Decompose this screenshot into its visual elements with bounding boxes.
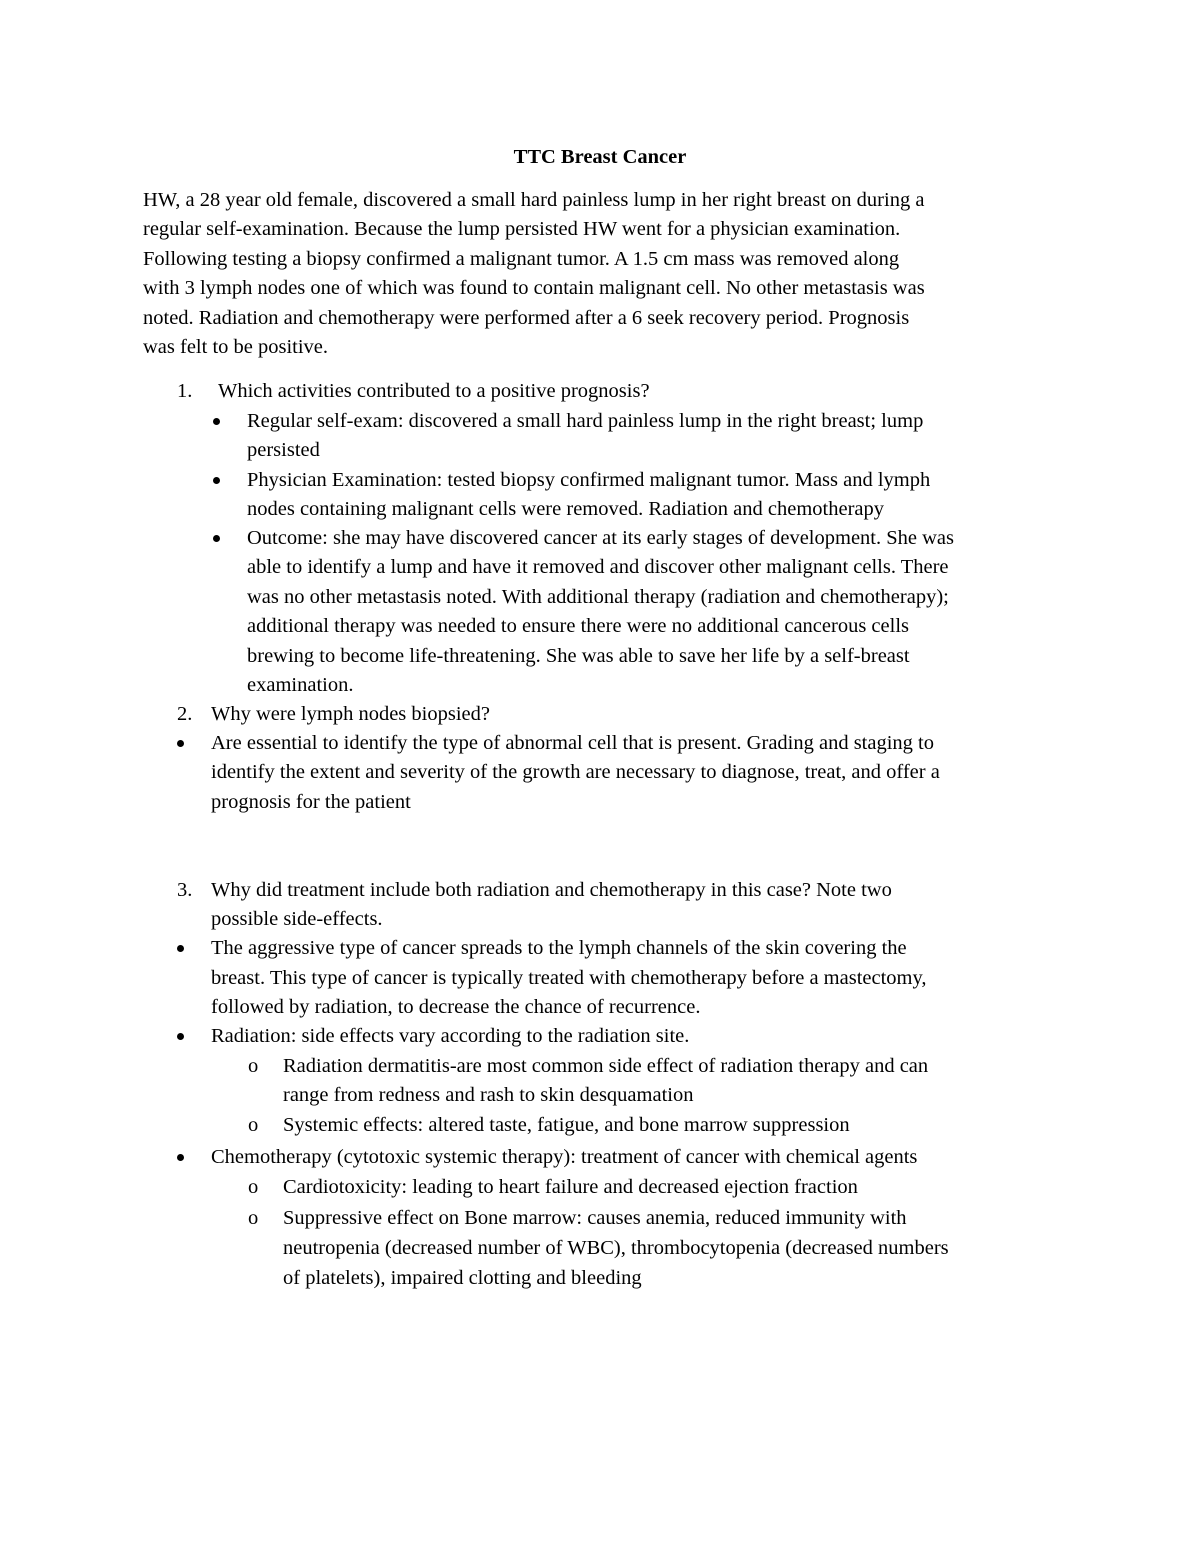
intro-line: was felt to be positive.: [143, 336, 329, 358]
bullet-icon: [177, 740, 184, 747]
q3-bullet-1-line: breast. This type of cancer is typically treated with chemotherapy before a mastectomy,: [211, 967, 927, 989]
q2-bullet-line: prognosis for the patient: [211, 791, 411, 813]
question-number-3: 3.: [177, 879, 193, 901]
intro-line: noted. Radiation and chemotherapy were performed after a 6 seek recovery period. Prognosis: [143, 307, 910, 329]
bullet-icon: [213, 477, 220, 484]
sub-bullet-icon: o: [248, 1055, 259, 1077]
bullet-icon: [177, 945, 184, 952]
q1-bullet-3-line: was no other metastasis noted. With additional therapy (radiation and chemotherapy);: [247, 586, 949, 608]
sub-bullet-icon: o: [248, 1114, 259, 1136]
question-3-text: Why did treatment include both radiation and chemotherapy in this case? Note two: [211, 879, 892, 901]
question-number-2: 2.: [177, 703, 193, 725]
q3-bullet-3-sub-2-line: Suppressive effect on Bone marrow: causes anemia, reduced immunity with: [283, 1207, 907, 1229]
bullet-icon: [177, 1033, 184, 1040]
intro-line: regular self-examination. Because the lump persisted HW went for a physician examination.: [143, 218, 901, 240]
intro-line: with 3 lymph nodes one of which was found to contain malignant cell. No other metastasis was: [143, 277, 925, 299]
q1-bullet-1-line: persisted: [247, 439, 320, 461]
q3-bullet-3-sub-2-line: of platelets), impaired clotting and bleeding: [283, 1267, 642, 1289]
sub-bullet-icon: o: [248, 1207, 259, 1229]
document-title: TTC Breast Cancer: [513, 146, 687, 168]
q1-bullet-1-line: Regular self-exam: discovered a small hard painless lump in the right breast; lump: [247, 410, 924, 432]
question-3-text: possible side-effects.: [211, 908, 383, 930]
q3-bullet-2-sub-1-line: range from redness and rash to skin desquamation: [283, 1084, 694, 1106]
question-1-text: Which activities contributed to a positive prognosis?: [218, 380, 650, 402]
q1-bullet-3-line: able to identify a lump and have it removed and discover other malignant cells. There: [247, 556, 949, 578]
q1-bullet-2-line: Physician Examination: tested biopsy confirmed malignant tumor. Mass and lymph: [247, 469, 931, 491]
q2-bullet-line: Are essential to identify the type of abnormal cell that is present. Grading and staging to: [211, 732, 934, 754]
question-number-1: 1.: [177, 380, 193, 402]
q1-bullet-2-line: nodes containing malignant cells were removed. Radiation and chemotherapy: [247, 498, 885, 520]
bullet-icon: [177, 1154, 184, 1161]
q1-bullet-3-line: brewing to become life-threatening. She was able to save her life by a self-breast: [247, 645, 910, 667]
intro-line: Following testing a biopsy confirmed a malignant tumor. A 1.5 cm mass was removed along: [143, 248, 900, 270]
q3-bullet-1-line: The aggressive type of cancer spreads to the lymph channels of the skin covering the: [211, 937, 907, 959]
q3-bullet-3-sub-1: Cardiotoxicity: leading to heart failure and decreased ejection fraction: [283, 1176, 858, 1198]
q1-bullet-3-line: additional therapy was needed to ensure there were no additional cancerous cells: [247, 615, 909, 637]
q3-bullet-2-sub-2: Systemic effects: altered taste, fatigue, and bone marrow suppression: [283, 1114, 850, 1136]
intro-line: HW, a 28 year old female, discovered a small hard painless lump in her right breast on during a: [143, 189, 925, 211]
q3-bullet-2-sub-1-line: Radiation dermatitis-are most common side effect of radiation therapy and can: [283, 1055, 929, 1077]
bullet-icon: [213, 418, 220, 425]
sub-bullet-icon: o: [248, 1176, 259, 1198]
q1-bullet-3-line: Outcome: she may have discovered cancer at its early stages of development. She was: [247, 527, 954, 549]
q3-bullet-1-line: followed by radiation, to decrease the chance of recurrence.: [211, 996, 701, 1018]
q3-bullet-2: Radiation: side effects vary according to the radiation site.: [211, 1025, 690, 1047]
q1-bullet-3-line: examination.: [247, 674, 354, 696]
q3-bullet-3-sub-2-line: neutropenia (decreased number of WBC), thrombocytopenia (decreased numbers: [283, 1237, 949, 1259]
question-2-text: Why were lymph nodes biopsied?: [211, 703, 490, 725]
q3-bullet-3: Chemotherapy (cytotoxic systemic therapy): treatment of cancer with chemical agents: [211, 1146, 918, 1168]
q2-bullet-line: identify the extent and severity of the growth are necessary to diagnose, treat, and offer a: [211, 761, 940, 783]
bullet-icon: [213, 535, 220, 542]
